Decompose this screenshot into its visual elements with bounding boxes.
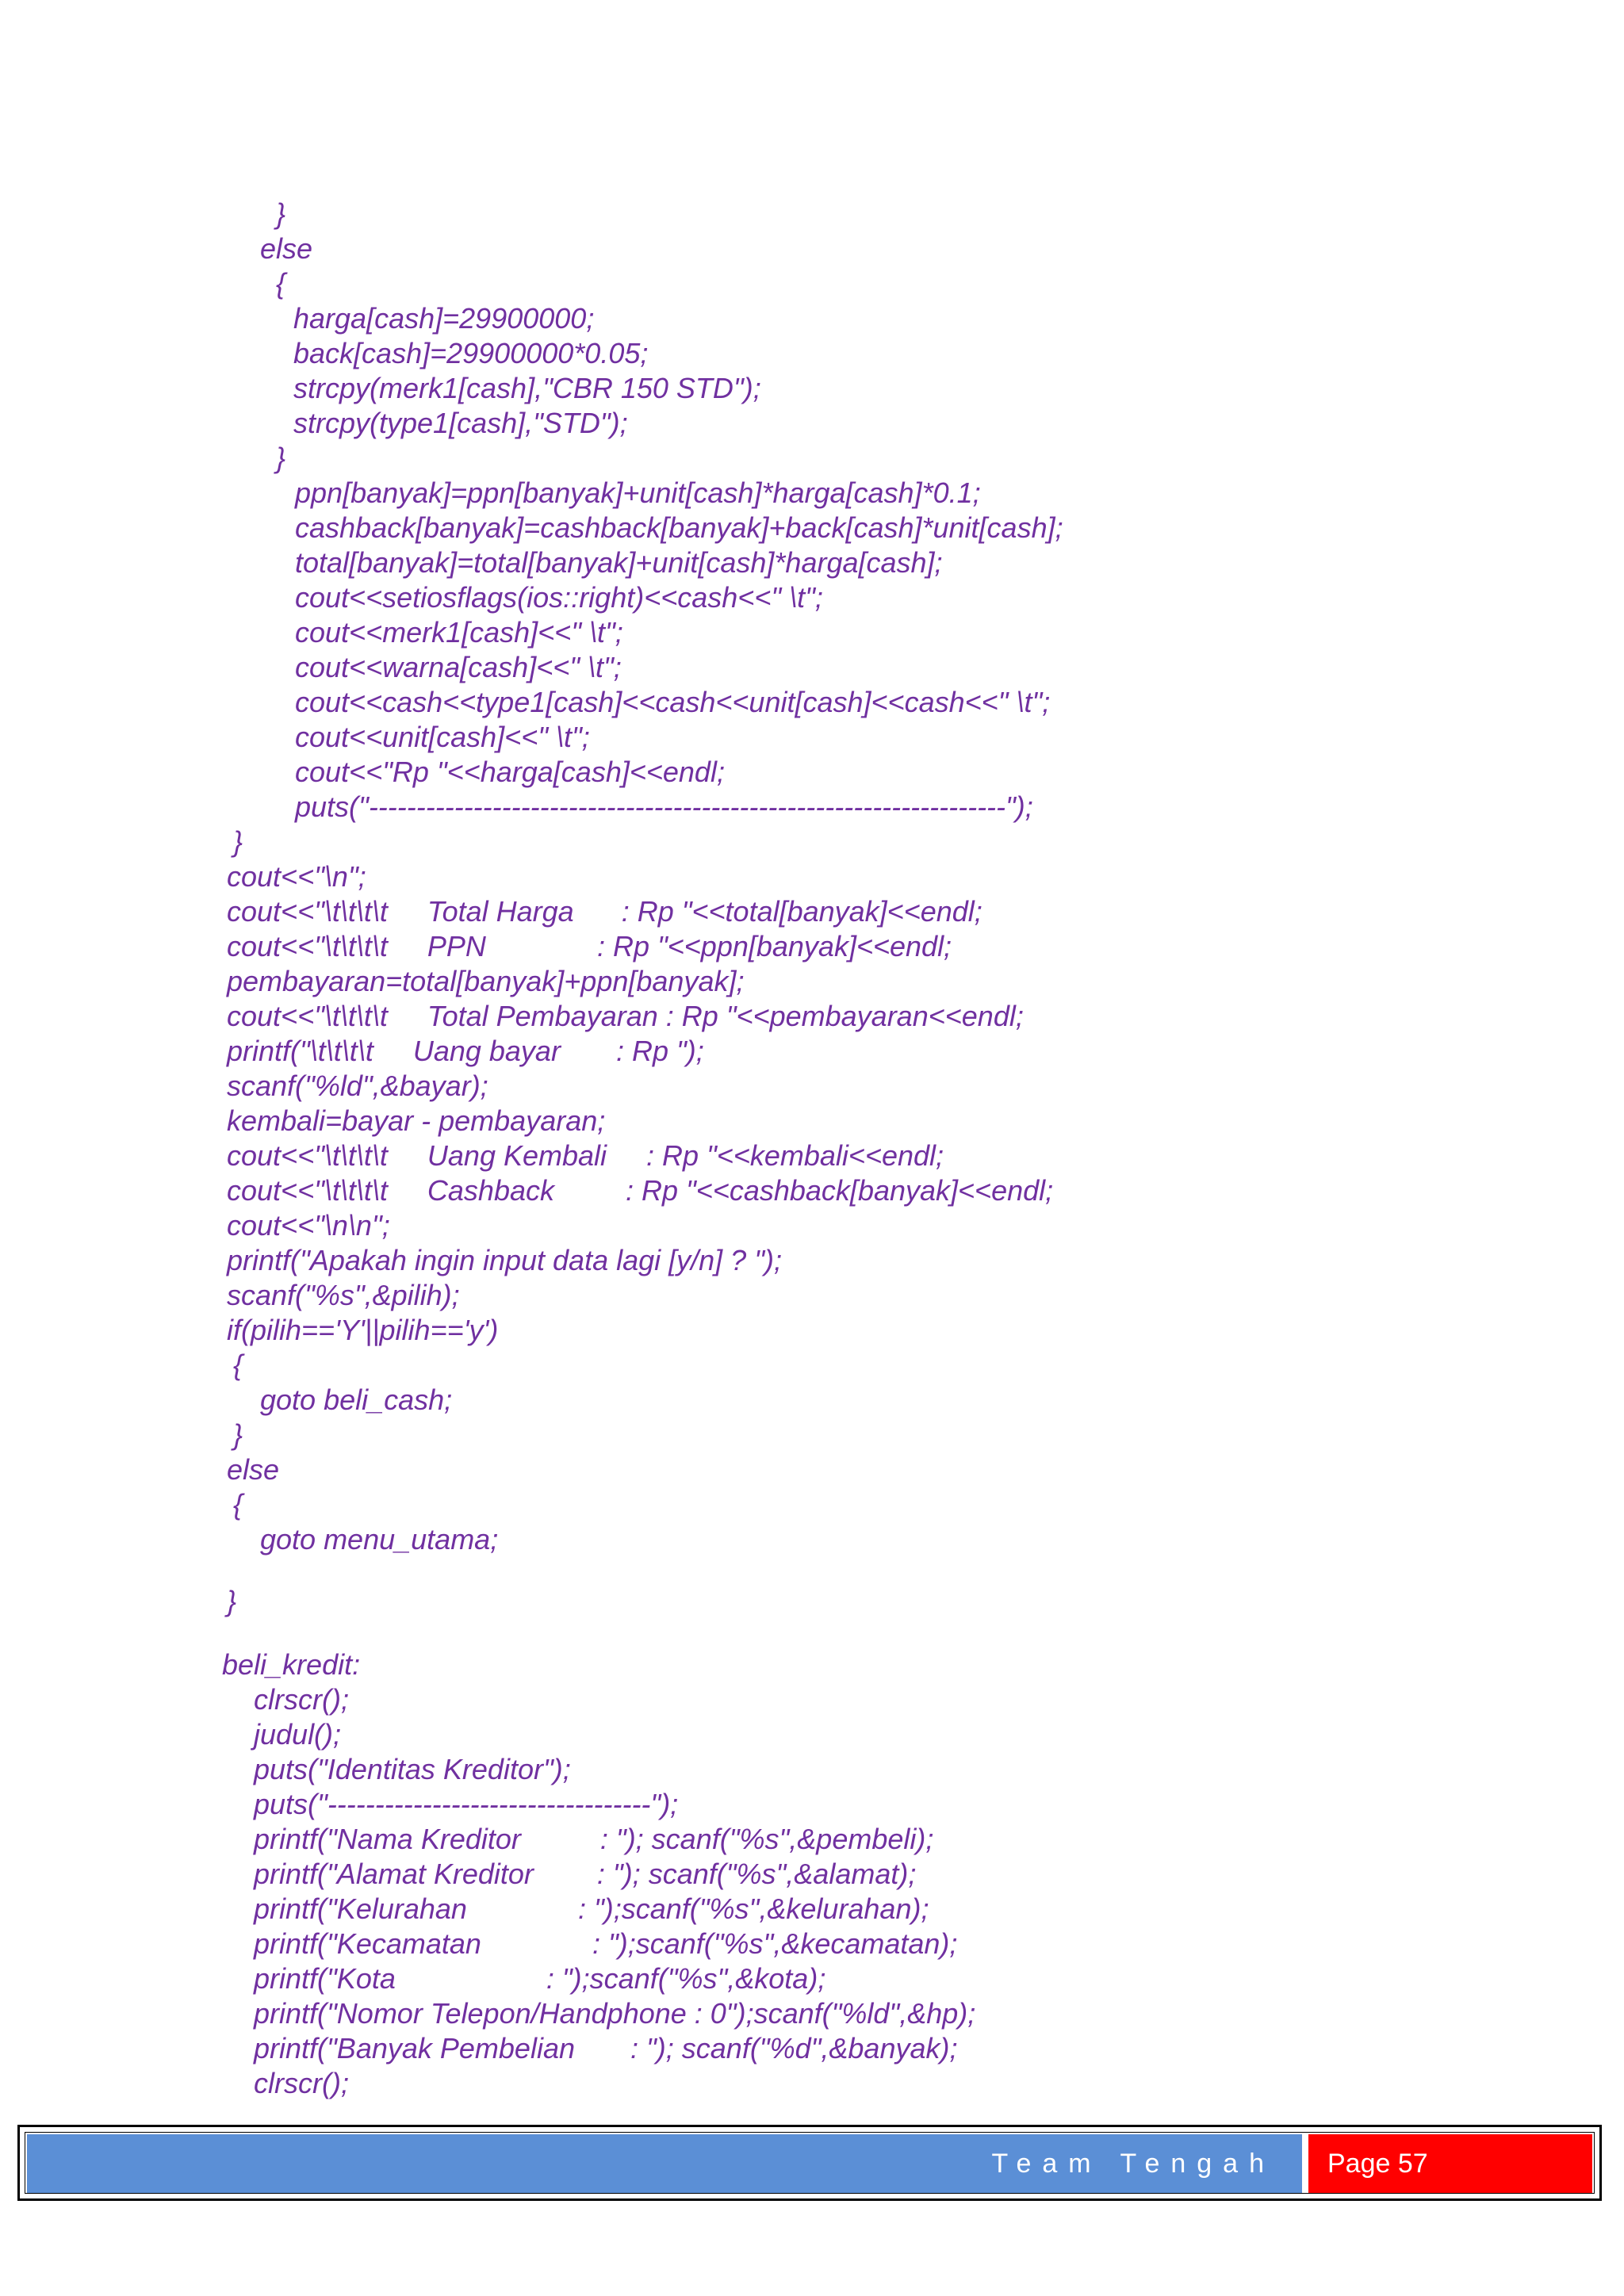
footer-page-box bbox=[1308, 2134, 1592, 2193]
code-line: cout<<"\t\t\t\t PPN : Rp "<<ppn[banyak]<<endl; bbox=[227, 930, 952, 962]
code-line: clrscr(); bbox=[254, 2067, 349, 2099]
team-name: Team Tengah bbox=[991, 2148, 1275, 2179]
code-line: cout<<cash<<type1[cash]<<cash<<unit[cash]<<cash<<" \t"; bbox=[295, 686, 1051, 718]
code-line: cout<<"\n"; bbox=[227, 860, 366, 893]
footer-team-bar bbox=[27, 2134, 1302, 2193]
code-line: cashback[banyak]=cashback[banyak]+back[cash]*unit[cash]; bbox=[295, 511, 1063, 544]
code-line: puts("----------------------------------"); bbox=[254, 1788, 679, 1820]
code-line: printf("Kelurahan : ");scanf("%s",&kelurahan); bbox=[254, 1892, 929, 1925]
code-line: printf("Apakah ingin input data lagi [y/n] ? "); bbox=[227, 1244, 782, 1276]
code-line: cout<<unit[cash]<<" \t"; bbox=[295, 721, 590, 753]
code-line: puts("Identitas Kreditor"); bbox=[254, 1753, 571, 1785]
code-line: harga[cash]=29900000; bbox=[293, 302, 595, 335]
code-line: if(pilih=='Y'||pilih=='y') bbox=[227, 1314, 499, 1346]
code-line: goto menu_utama; bbox=[260, 1523, 499, 1556]
code-line: { bbox=[233, 1488, 243, 1521]
code-line: } bbox=[276, 442, 286, 474]
code-line: strcpy(merk1[cash],"CBR 150 STD"); bbox=[293, 372, 761, 404]
code-line: total[banyak]=total[banyak]+unit[cash]*harga[cash]; bbox=[295, 546, 943, 579]
code-line: else bbox=[227, 1453, 280, 1486]
code-line: clrscr(); bbox=[254, 1683, 349, 1716]
code-line: cout<<setiosflags(ios::right)<<cash<<" \t"; bbox=[295, 581, 823, 614]
code-line: beli_kredit: bbox=[222, 1648, 361, 1681]
code-line: printf("\t\t\t\t Uang bayar : Rp "); bbox=[227, 1035, 704, 1067]
code-line: } bbox=[233, 825, 243, 858]
code-line: } bbox=[276, 197, 286, 230]
code-line: cout<<"\t\t\t\t Cashback : Rp "<<cashback[banyak]<<endl; bbox=[227, 1174, 1054, 1207]
code-line: back[cash]=29900000*0.05; bbox=[293, 337, 649, 369]
code-line: else bbox=[260, 232, 313, 265]
page-number: Page 57 bbox=[1327, 2148, 1428, 2179]
code-line: printf("Kota : ");scanf("%s",&kota); bbox=[254, 1962, 826, 1995]
code-line: printf("Alamat Kreditor : "); scanf("%s",&alamat); bbox=[254, 1858, 917, 1890]
code-line: cout<<"\t\t\t\t Uang Kembali : Rp "<<kembali<<endl; bbox=[227, 1139, 944, 1172]
code-line: cout<<"\t\t\t\t Total Harga : Rp "<<total[banyak]<<endl; bbox=[227, 895, 982, 928]
code-line: printf("Kecamatan : ");scanf("%s",&kecamatan); bbox=[254, 1927, 958, 1960]
code-line: scanf("%ld",&bayar); bbox=[227, 1070, 488, 1102]
code-line: cout<<"Rp "<<harga[cash]<<endl; bbox=[295, 756, 725, 788]
code-line: kembali=bayar - pembayaran; bbox=[227, 1104, 606, 1137]
code-line: { bbox=[276, 267, 286, 300]
code-line: { bbox=[233, 1349, 243, 1381]
code-line: printf("Nama Kreditor : "); scanf("%s",&pembeli); bbox=[254, 1823, 934, 1855]
code-line: } bbox=[233, 1418, 243, 1451]
code-line: cout<<"\t\t\t\t Total Pembayaran : Rp "<<pembayaran<<endl; bbox=[227, 1000, 1024, 1032]
code-line: printf("Nomor Telepon/Handphone : 0");scanf("%ld",&hp); bbox=[254, 1997, 976, 2030]
code-line: } bbox=[227, 1585, 237, 1617]
code-line: scanf("%s",&pilih); bbox=[227, 1279, 460, 1311]
code-line: strcpy(type1[cash],"STD"); bbox=[293, 407, 628, 439]
code-line: puts("-------------------------------------------------------------------"); bbox=[295, 790, 1033, 823]
code-line: ppn[banyak]=ppn[banyak]+unit[cash]*harga[cash]*0.1; bbox=[295, 476, 981, 509]
code-line: cout<<merk1[cash]<<" \t"; bbox=[295, 616, 623, 649]
code-line: judul(); bbox=[254, 1718, 342, 1751]
code-line: cout<<warna[cash]<<" \t"; bbox=[295, 651, 622, 683]
code-line: printf("Banyak Pembelian : "); scanf("%d",&banyak); bbox=[254, 2032, 958, 2064]
code-line: goto beli_cash; bbox=[260, 1383, 453, 1416]
code-line: cout<<"\n\n"; bbox=[227, 1209, 390, 1242]
code-line: pembayaran=total[banyak]+ppn[banyak]; bbox=[227, 965, 745, 997]
